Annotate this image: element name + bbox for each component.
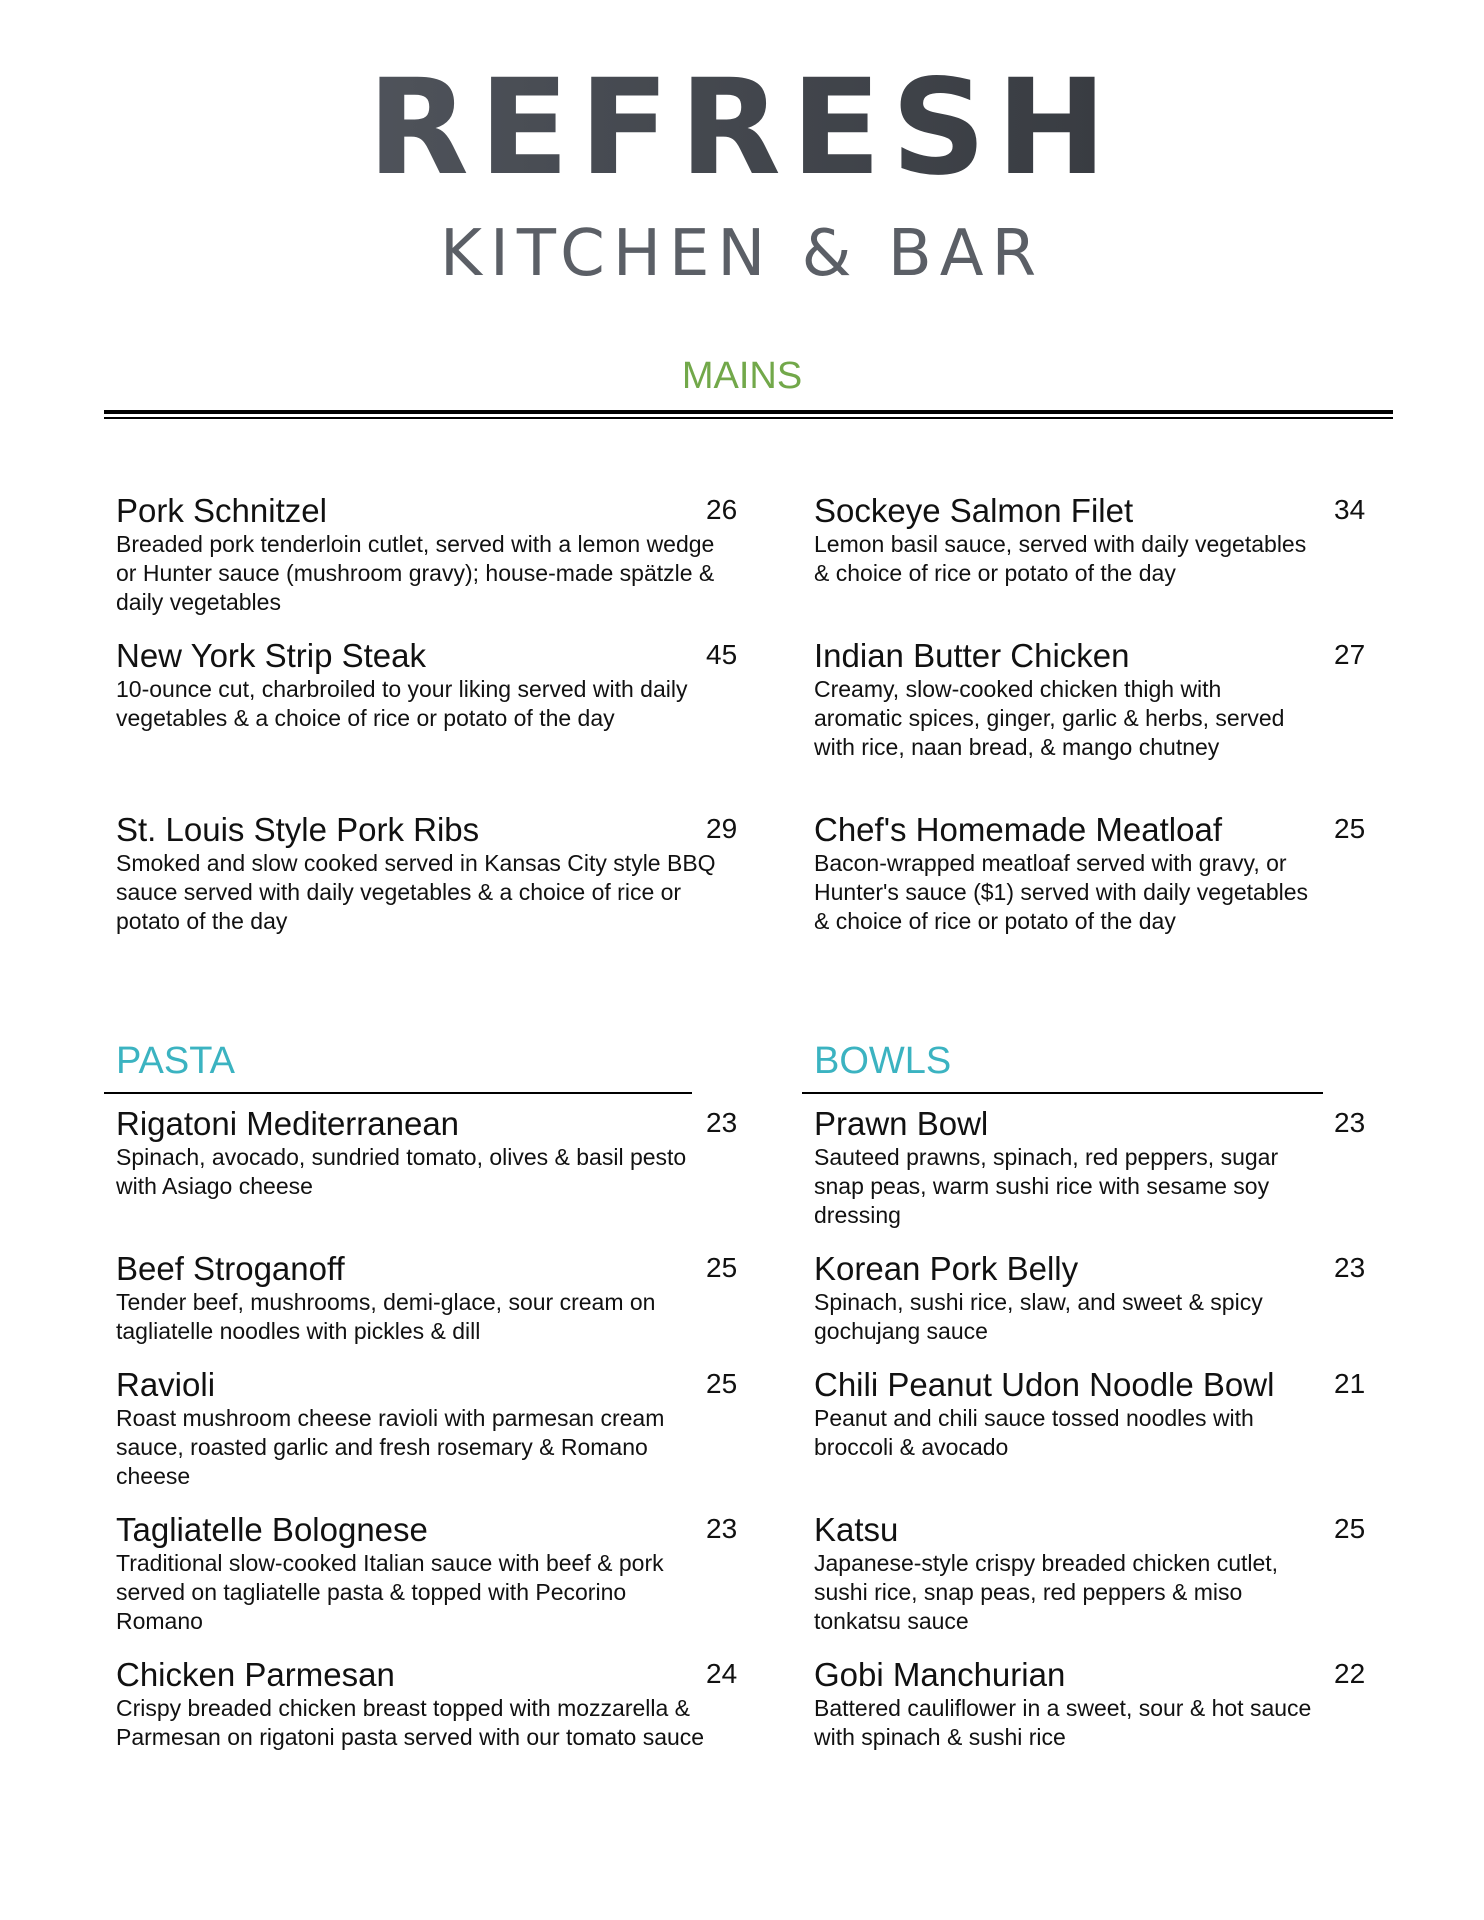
mains-divider [104, 410, 1393, 419]
menu-item-name: Ravioli [116, 1366, 216, 1403]
menu-item [814, 811, 1314, 936]
menu-item-description: Breaded pork tenderloin cutlet, served with a lemon wedge or Hunter sauce (mushroom gravy); house-made spätzle & daily vegetables [116, 531, 715, 615]
menu-item-name: Gobi Manchurian [814, 1656, 1066, 1693]
menu-item [116, 1250, 716, 1346]
menu-item-name: Prawn Bowl [814, 1105, 989, 1142]
menu-item-description: 10-ounce cut, charbroiled to your liking served with daily vegetables & a choice of rice or potato of the day [116, 676, 688, 731]
menu-item-name: Pork Schnitzel [116, 492, 327, 529]
bowls-heading: BOWLS [814, 1040, 952, 1082]
menu-item-description: Smoked and slow cooked served in Kansas City style BBQ sauce served with daily vegetables & a choice of rice or potato of the day [116, 850, 716, 934]
menu-item [814, 1656, 1314, 1752]
menu-item [116, 637, 716, 733]
menu-item-price: 23 [706, 1107, 738, 1138]
menu-item-price: 25 [1334, 813, 1366, 844]
menu-item-name: Chef's Homemade Meatloaf [814, 811, 1222, 848]
menu-item [116, 1366, 716, 1491]
menu-item-description: Creamy, slow-cooked chicken thigh with aromatic spices, ginger, garlic & herbs, served with rice, naan bread, & mango chutney [814, 676, 1285, 760]
menu-item-description: Roast mushroom cheese ravioli with parmesan cream sauce, roasted garlic and fresh rosemary & Romano cheese [116, 1405, 665, 1489]
menu-item-description: Bacon-wrapped meatloaf served with gravy, or Hunter's sauce ($1) served with daily vegetables & choice of rice or potato of the day [814, 850, 1309, 934]
menu-item [116, 492, 716, 617]
menu-item-description: Spinach, avocado, sundried tomato, olives & basil pesto with Asiago cheese [116, 1144, 687, 1199]
menu-item-name: Rigatoni Mediterranean [116, 1105, 460, 1142]
menu-item-description: Crispy breaded chicken breast topped with mozzarella & Parmesan on rigatoni pasta served with our tomato sauce [116, 1695, 705, 1750]
menu-item-description: Traditional slow-cooked Italian sauce with beef & pork served on tagliatelle pasta & topped with Pecorino Romano [116, 1550, 664, 1634]
pasta-heading: PASTA [116, 1040, 235, 1082]
menu-item-description: Japanese-style crispy breaded chicken cutlet, sushi rice, snap peas, red peppers & miso tonkatsu sauce [814, 1550, 1279, 1634]
menu-item-description: Lemon basil sauce, served with daily vegetables & choice of rice or potato of the day [814, 531, 1307, 586]
menu-item-description: Sauteed prawns, spinach, red peppers, sugar snap peas, warm sushi rice with sesame soy dressing [814, 1144, 1279, 1228]
logo-wordmark: REFRESH [0, 62, 1484, 194]
menu-item-name: New York Strip Steak [116, 637, 426, 674]
restaurant-logo [0, 0, 1484, 300]
menu-item-name: Chili Peanut Udon Noodle Bowl [814, 1366, 1275, 1403]
menu-item [814, 1511, 1314, 1636]
menu-item-price: 24 [706, 1658, 738, 1689]
menu-item-name: Korean Pork Belly [814, 1250, 1079, 1287]
menu-item [116, 1105, 716, 1201]
mains-heading: MAINS [681, 355, 803, 397]
menu-item [814, 492, 1314, 588]
menu-item-name: Chicken Parmesan [116, 1656, 395, 1693]
menu-item-price: 26 [706, 494, 738, 525]
menu-item [814, 1250, 1314, 1346]
menu-item-price: 22 [1334, 1658, 1366, 1689]
menu-item-description: Spinach, sushi rice, slaw, and sweet & spicy gochujang sauce [814, 1289, 1263, 1344]
menu-item-price: 45 [706, 639, 738, 670]
pasta-divider [104, 1092, 692, 1094]
menu-item-name: Tagliatelle Bolognese [116, 1511, 428, 1548]
menu-item-description: Tender beef, mushrooms, demi-glace, sour cream on tagliatelle noodles with pickles & dill [116, 1289, 656, 1344]
menu-item-price: 21 [1334, 1368, 1366, 1399]
menu-item-name: Beef Stroganoff [116, 1250, 345, 1287]
menu-item [814, 637, 1314, 762]
logo-subtitle: KITCHEN & BAR [439, 217, 1045, 291]
menu-item [116, 811, 716, 936]
menu-item-price: 25 [706, 1368, 738, 1399]
menu-item-name: St. Louis Style Pork Ribs [116, 811, 480, 848]
menu-item-price: 34 [1334, 494, 1366, 525]
menu-item-name: Katsu [814, 1511, 899, 1548]
menu-item-price: 25 [706, 1252, 738, 1283]
menu-item-price: 23 [706, 1513, 738, 1544]
menu-item [116, 1511, 716, 1636]
menu-item-price: 23 [1334, 1252, 1366, 1283]
menu-item [814, 1366, 1314, 1462]
bowls-divider [802, 1092, 1323, 1094]
menu-item [116, 1656, 716, 1752]
menu-item-name: Sockeye Salmon Filet [814, 492, 1134, 529]
menu-item [814, 1105, 1314, 1230]
menu-item-description: Peanut and chili sauce tossed noodles with broccoli & avocado [814, 1405, 1254, 1460]
menu-item-price: 29 [706, 813, 738, 844]
menu-item-name: Indian Butter Chicken [814, 637, 1130, 674]
menu-item-price: 27 [1334, 639, 1366, 670]
menu-item-price: 25 [1334, 1513, 1366, 1544]
menu-item-price: 23 [1334, 1107, 1366, 1138]
menu-item-description: Battered cauliflower in a sweet, sour & hot sauce with spinach & sushi rice [814, 1695, 1312, 1750]
